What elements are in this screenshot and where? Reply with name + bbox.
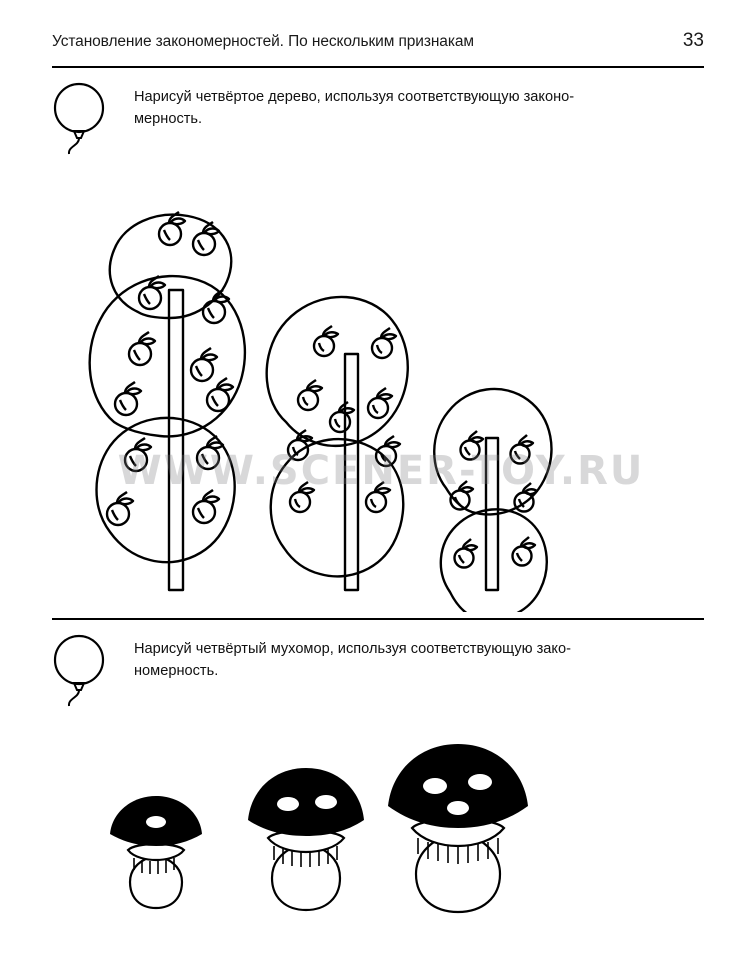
task-trees: [52, 82, 704, 612]
tree-2: [267, 297, 408, 590]
balloon-icon: [52, 82, 112, 162]
fly-agaric-illustration: [52, 730, 704, 930]
task-trees-line1: Нарисуй четвёртое дерево, используя соответствующую законо-: [134, 89, 575, 105]
task-mushrooms-text: [134, 638, 694, 682]
header-divider: [52, 66, 704, 68]
page-header: [52, 30, 704, 60]
task-mushrooms-line2: номерность.: [134, 663, 219, 679]
tree-1: [90, 212, 245, 590]
apple-trees-illustration: [52, 172, 704, 612]
task-trees-line2: мерность.: [134, 111, 203, 127]
watermark: WWW.SCENER-TOY.RU: [117, 448, 645, 494]
mushroom-1: [110, 796, 202, 908]
section-divider: [52, 618, 704, 620]
tree-3: [434, 389, 551, 612]
task-mushrooms-line1: Нарисуй четвёртый мухомор, используя соответствующую зако-: [134, 641, 571, 657]
page-title: Установление закономерностей. По нескольким признакам: [52, 33, 474, 50]
mushroom-2: [248, 768, 364, 910]
task-trees-text: [134, 86, 694, 130]
task-mushrooms: [52, 634, 704, 934]
page-number: 33: [682, 30, 704, 51]
balloon-icon: [52, 634, 112, 714]
mushroom-3: [388, 744, 528, 912]
